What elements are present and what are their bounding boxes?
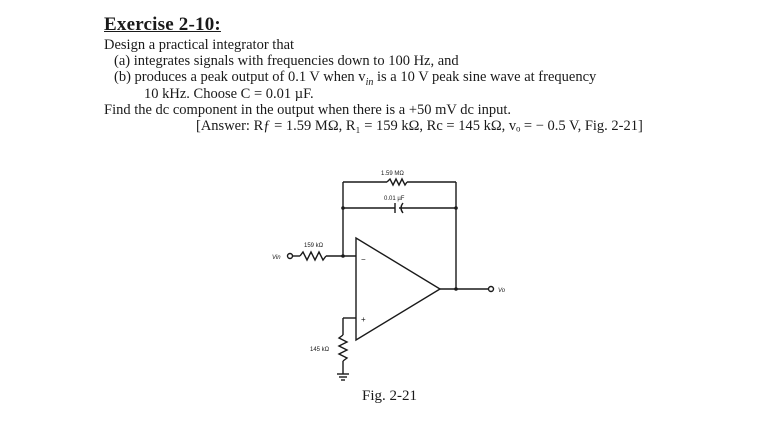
vo-label: Vo <box>498 288 506 294</box>
r1-resistor <box>300 252 326 260</box>
rc-resistor <box>339 335 347 361</box>
vo-terminal <box>489 287 494 292</box>
part-b-text-2: is a 10 V peak sine wave at frequency <box>373 69 597 85</box>
rf-resistor <box>387 179 407 185</box>
op-amp-symbol <box>356 238 440 340</box>
figure-caption: Fig. 2-21 <box>362 388 418 404</box>
exercise-question: Find the dc component in the output when there is a +50 mV dc input. <box>104 102 511 118</box>
rf-label: 1.59 MΩ <box>381 171 404 177</box>
capacitor-label: 0.01 µF <box>384 196 405 202</box>
vin-terminal <box>288 254 293 259</box>
rc-label: 145 kΩ <box>310 347 330 353</box>
part-b-subscript: in <box>365 76 374 88</box>
exercise-part-a: (a) integrates signals with frequencies down to 100 Hz, and <box>114 53 459 69</box>
inverting-input-sign: − <box>361 255 366 264</box>
exercise-intro: Design a practical integrator that <box>104 37 295 53</box>
part-b-text-1: (b) produces a peak output of 0.1 V when v <box>114 69 366 85</box>
noninverting-input-sign: + <box>361 315 366 324</box>
r1-label: 159 kΩ <box>304 243 324 249</box>
vin-label: Vin <box>272 255 281 261</box>
exercise-part-b-continued: 10 kHz. Choose C = 0.01 µF. <box>144 86 314 102</box>
exercise-title: Exercise 2-10: <box>104 14 221 35</box>
exercise-answer: [Answer: Rƒ = 1.59 MΩ, R₁ = 159 kΩ, Rc = 145 kΩ, vₒ = − 0.5 V, Fig. 2-21] <box>196 118 643 134</box>
